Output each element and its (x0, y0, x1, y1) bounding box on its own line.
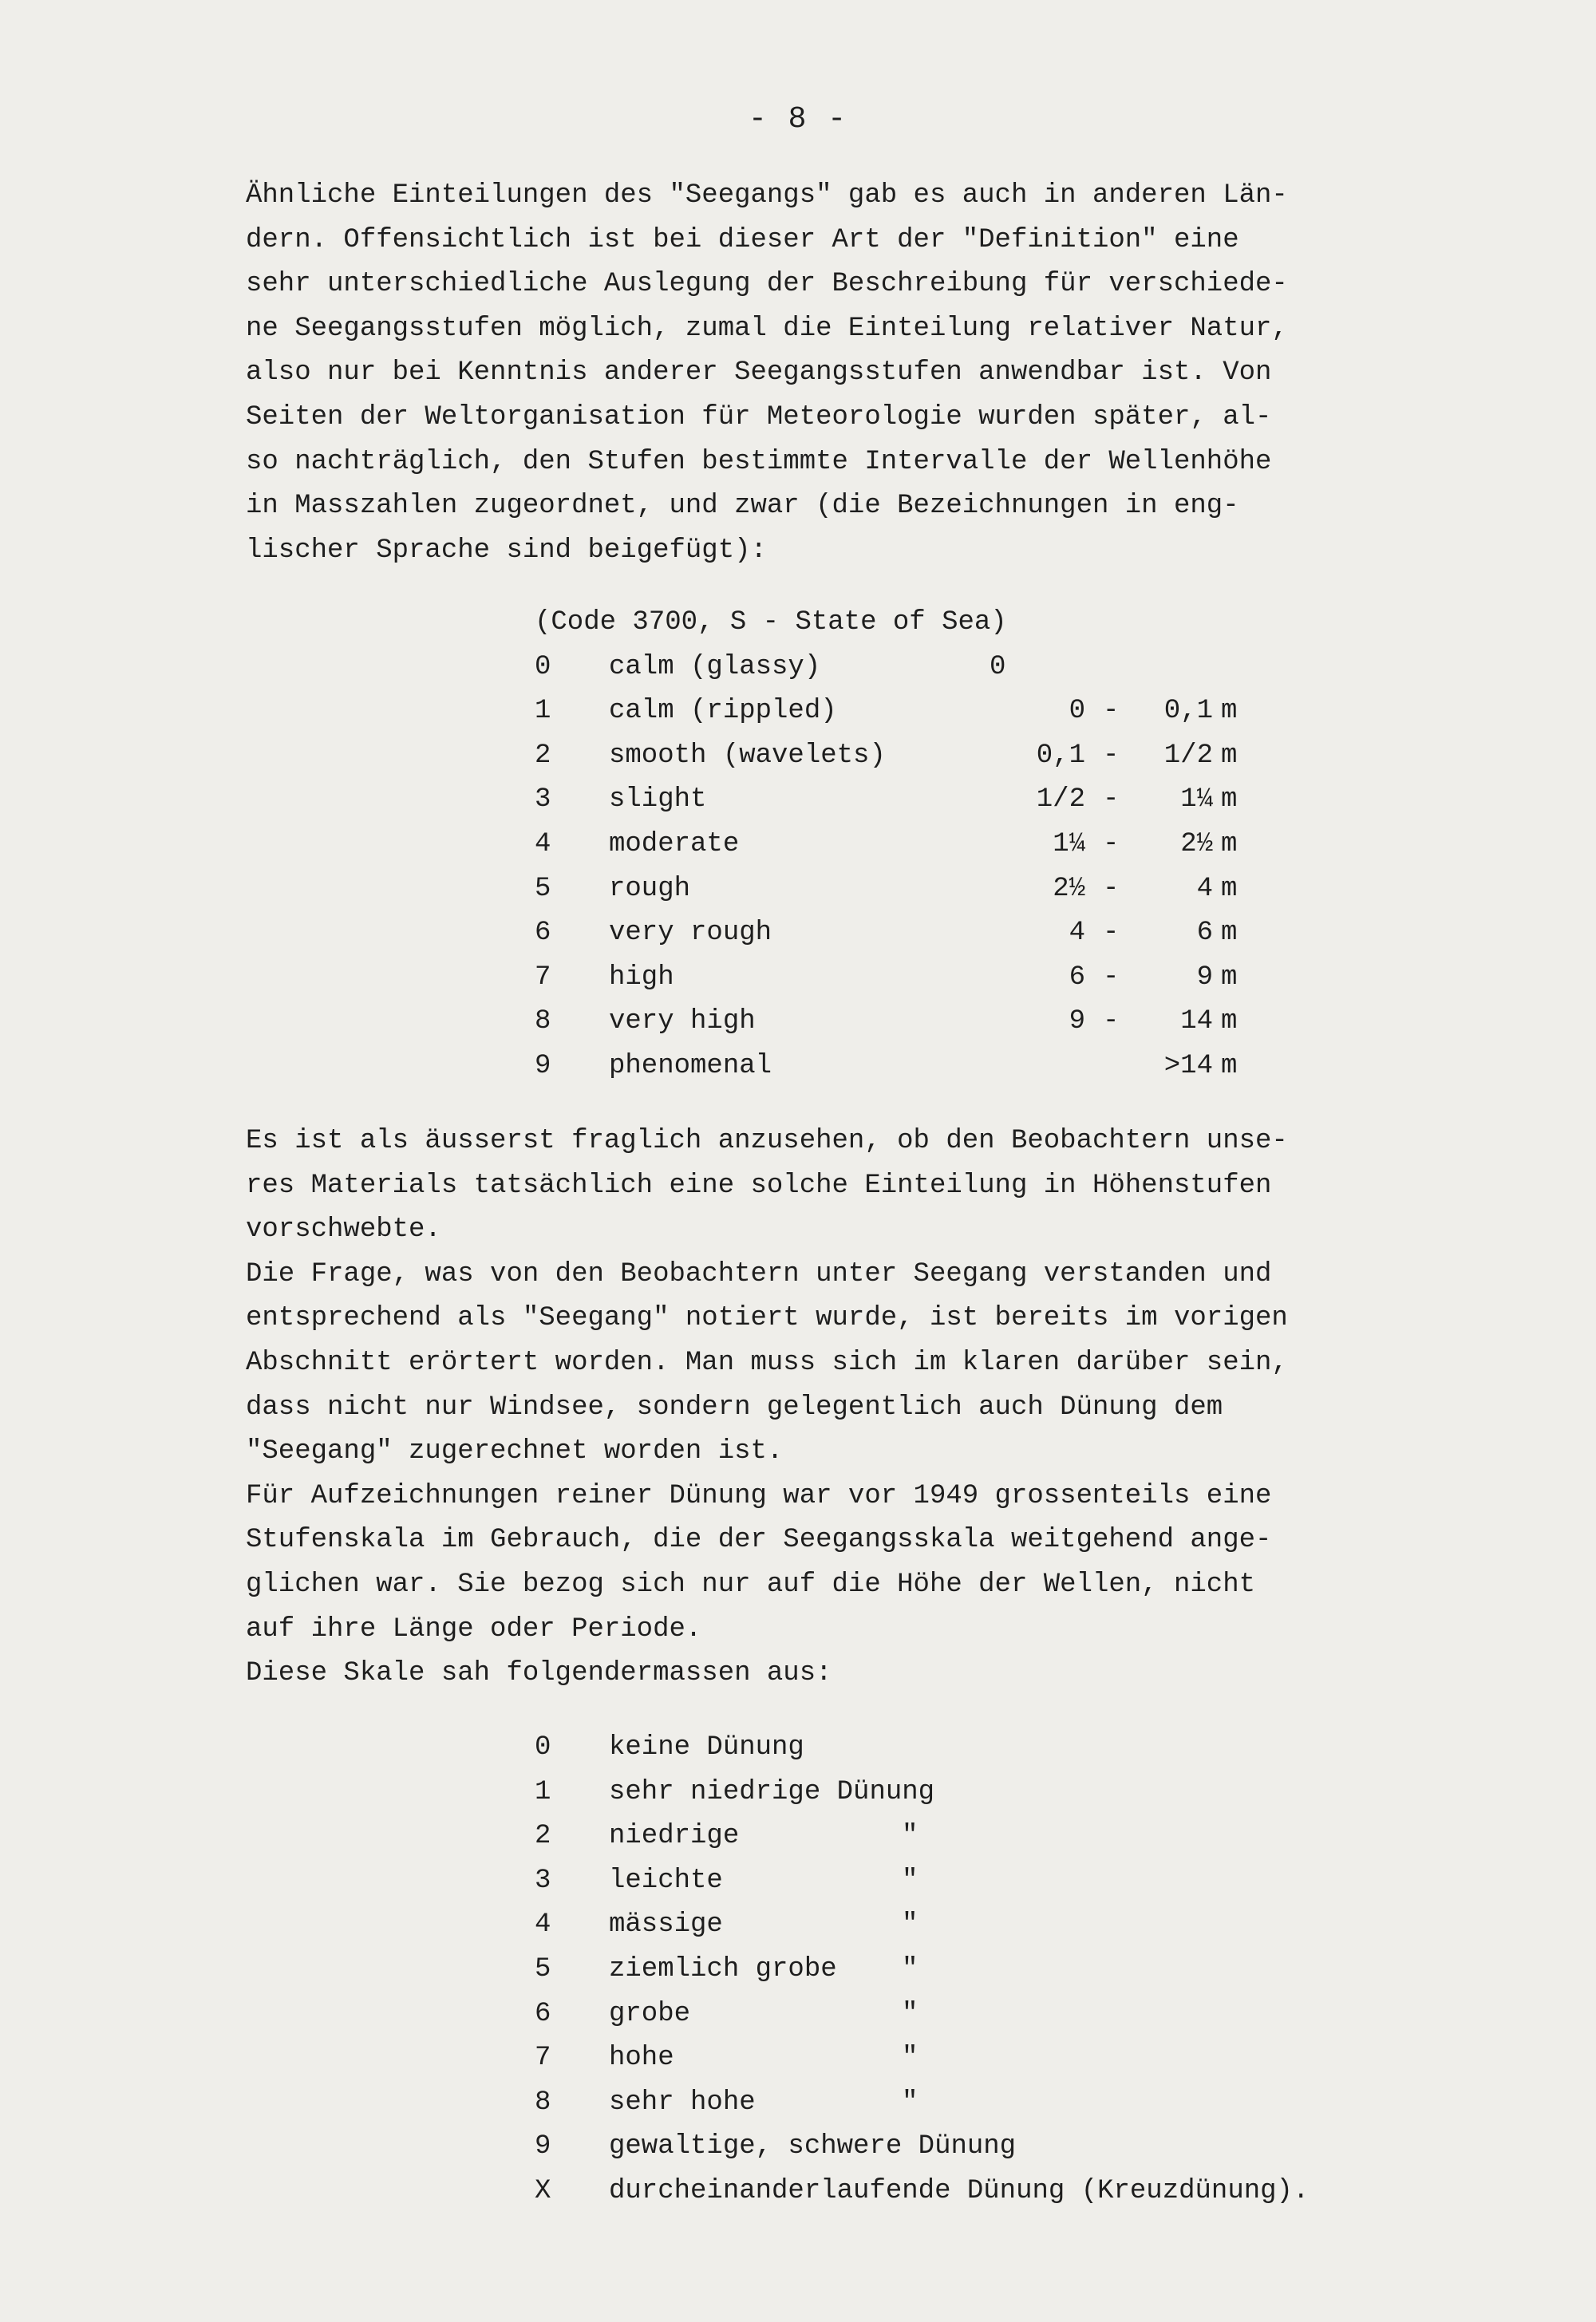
row-code: 0 (535, 1732, 551, 1763)
row-label: calm (rippled) (609, 696, 837, 727)
ditto-mark: " (902, 1821, 918, 1852)
row-code: 3 (535, 784, 551, 815)
row-label: phenomenal (609, 1050, 772, 1081)
row-code: 5 (535, 873, 551, 904)
ditto-mark: " (902, 1998, 918, 2029)
row-code: 8 (535, 1006, 551, 1037)
text-line: also nur bei Kenntnis anderer Seegangsstufen anwendbar ist. Von (246, 357, 1272, 389)
text-line: Stufenskala im Gebrauch, die der Seegangsskala weitgehend ange- (246, 1525, 1272, 1556)
row-label: niedrige (609, 1821, 740, 1852)
row-label: very rough (609, 918, 772, 949)
row-code: 1 (535, 696, 551, 727)
text-line: res Materials tatsächlich eine solche Einteilung in Höhenstufen (246, 1170, 1272, 1201)
row-code: 2 (535, 740, 551, 771)
row-height-from: 0,1 (1036, 740, 1085, 771)
row-height-from: 4 (1069, 918, 1085, 949)
row-code: 6 (535, 1998, 551, 2029)
text-line: dass nicht nur Windsee, sondern gelegentlich auch Dünung dem (246, 1392, 1223, 1423)
row-unit: m (1221, 918, 1238, 949)
row-code: X (535, 2175, 551, 2206)
intro-paragraph (246, 174, 1443, 573)
row-height-to: 1/2 (1163, 740, 1213, 771)
row-height-to: 1¼ (1180, 784, 1213, 815)
row-code: 3 (535, 1865, 551, 1896)
text-line: so nachträglich, den Stufen bestimmte Intervalle der Wellenhöhe (246, 446, 1272, 477)
row-dash: - (1103, 873, 1120, 904)
row-code: 8 (535, 2087, 551, 2118)
text-line: lischer Sprache sind beigefügt): (246, 535, 767, 566)
row-height-from: 6 (1069, 962, 1085, 993)
page-number: - 8 - (748, 102, 848, 136)
text-line: Für Aufzeichnungen reiner Dünung war vor 1949 grossenteils eine (246, 1480, 1272, 1511)
row-dash: - (1103, 962, 1120, 993)
row-unit: m (1221, 962, 1238, 993)
row-height-from: 1/2 (1036, 784, 1085, 815)
row-dash: - (1103, 784, 1120, 815)
row-height-to: >14 (1163, 1050, 1213, 1081)
row-height-to: 2½ (1180, 828, 1213, 859)
row-height-to: 6 (1196, 918, 1213, 949)
row-height-from: 9 (1069, 1006, 1085, 1037)
ditto-mark: " (902, 2087, 918, 2118)
text-line: Es ist als äusserst fraglich anzusehen, ob den Beobachtern unse- (246, 1126, 1288, 1156)
row-label: very high (609, 1006, 756, 1037)
row-height-from: 0 (1069, 696, 1085, 727)
text-line: "Seegang" zugerechnet worden ist. (246, 1436, 784, 1467)
row-height-to: 9 (1196, 962, 1213, 993)
row-label: sehr hohe (609, 2087, 756, 2118)
row-height-from: 0 (990, 651, 1006, 682)
row-code: 0 (535, 651, 551, 682)
text-line: Diese Skale sah folgendermassen aus: (246, 1658, 832, 1689)
row-code: 7 (535, 2043, 551, 2074)
row-dash: - (1103, 740, 1120, 771)
ditto-mark: " (902, 2043, 918, 2074)
row-label: moderate (609, 828, 740, 859)
table-header: (Code 3700, S - State of Sea) (535, 607, 1007, 638)
row-code: 6 (535, 918, 551, 949)
row-label: gewaltige, schwere Dünung (609, 2131, 1017, 2162)
row-height-from: 1¼ (1053, 828, 1085, 859)
row-code: 5 (535, 1953, 551, 1984)
row-code: 4 (535, 1909, 551, 1941)
text-line: glichen war. Sie bezog sich nur auf die Höhe der Wellen, nicht (246, 1569, 1256, 1600)
row-label: high (609, 962, 674, 993)
row-height-to: 4 (1196, 873, 1213, 904)
ditto-mark: " (902, 1865, 918, 1896)
row-dash: - (1103, 1006, 1120, 1037)
row-label: calm (glassy) (609, 651, 821, 682)
row-code: 9 (535, 1050, 551, 1081)
ditto-mark: " (902, 1909, 918, 1941)
text-line: in Masszahlen zugeordnet, und zwar (die Bezeichnungen in eng- (246, 491, 1239, 522)
row-unit: m (1221, 1006, 1238, 1037)
row-label: leichte (609, 1865, 723, 1896)
text-line: dern. Offensichtlich ist bei dieser Art der "Definition" eine (246, 224, 1239, 255)
row-height-to: 14 (1180, 1006, 1213, 1037)
text-line: Ähnliche Einteilungen des "Seegangs" gab es auch in anderen Län- (246, 180, 1288, 211)
text-line: ne Seegangsstufen möglich, zumal die Einteilung relativer Natur, (246, 313, 1288, 344)
row-label: durcheinanderlaufende Dünung (Kreuzdünung). (609, 2175, 1310, 2206)
row-label: rough (609, 873, 691, 904)
ditto-mark: " (902, 1953, 918, 1984)
row-label: mässige (609, 1909, 723, 1941)
row-unit: m (1221, 740, 1238, 771)
row-dash: - (1103, 696, 1120, 727)
middle-paragraph (246, 1120, 1443, 1696)
row-dash: - (1103, 828, 1120, 859)
row-code: 9 (535, 2131, 551, 2162)
row-label: sehr niedrige Dünung (609, 1776, 935, 1807)
row-label: hohe (609, 2043, 674, 2074)
text-line: Seiten der Weltorganisation für Meteorologie wurden später, al- (246, 401, 1272, 432)
row-label: grobe (609, 1998, 691, 2029)
row-unit: m (1221, 828, 1238, 859)
row-unit: m (1221, 873, 1238, 904)
text-line: Die Frage, was von den Beobachtern unter Seegang verstanden und (246, 1258, 1272, 1289)
text-line: vorschwebte. (246, 1214, 441, 1246)
row-label: ziemlich grobe (609, 1953, 837, 1984)
text-line: auf ihre Länge oder Periode. (246, 1613, 702, 1645)
row-dash: - (1103, 918, 1120, 949)
row-code: 7 (535, 962, 551, 993)
row-unit: m (1221, 1050, 1238, 1081)
row-code: 4 (535, 828, 551, 859)
row-code: 1 (535, 1776, 551, 1807)
row-unit: m (1221, 784, 1238, 815)
row-label: smooth (wavelets) (609, 740, 886, 771)
row-label: keine Dünung (609, 1732, 804, 1763)
text-line: Abschnitt erörtert worden. Man muss sich im klaren darüber sein, (246, 1347, 1288, 1378)
row-code: 2 (535, 1821, 551, 1852)
row-unit: m (1221, 696, 1238, 727)
row-label: slight (609, 784, 707, 815)
text-line: sehr unterschiedliche Auslegung der Beschreibung für verschiede- (246, 269, 1288, 300)
text-line: entsprechend als "Seegang" notiert wurde, ist bereits im vorigen (246, 1303, 1288, 1334)
row-height-to: 0,1 (1163, 696, 1213, 727)
row-height-from: 2½ (1053, 873, 1085, 904)
